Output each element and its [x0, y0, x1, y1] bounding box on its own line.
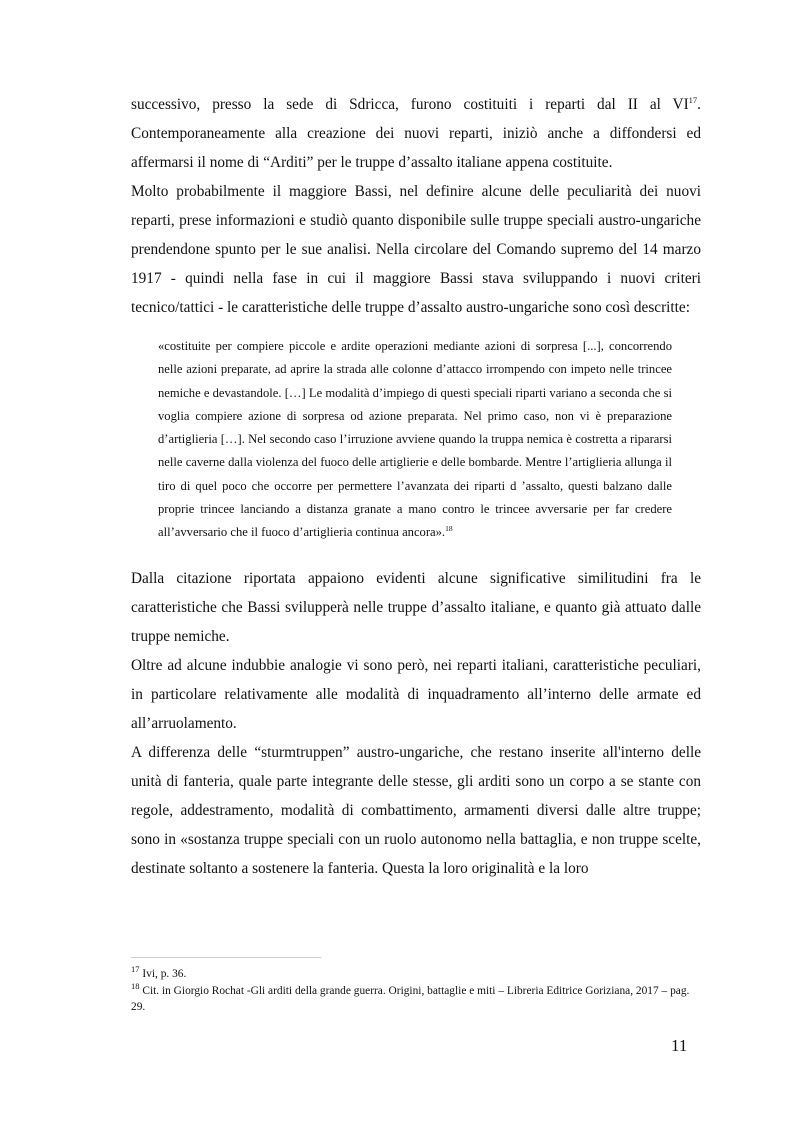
footnotes — [131, 966, 701, 1016]
footnote-ref-17[interactable]: 17 — [688, 94, 698, 105]
paragraph-4: Oltre ad alcune indubbie analogie vi sono però, nei reparti italiani, caratteristiche peculiari, in particolare relativamente alle modalità di inquadramento all’interno delle armate ed all’arruolamento. — [131, 656, 701, 732]
block-quote-text: «costituite per compiere piccole e ardite operazioni mediante azioni di sorpresa [...], concorrendo nelle azioni preparate, ad aprire la strada alle colonne d’attacco irrompendo con impeto nelle trincee nemiche e devastandole. […] Le modalità d’impiego di questi speciali riparti variano a seconda che si voglia compiere azione di sorpresa od azione preparata. Nel primo caso, non vi è preparazione d’artiglieria […]. Nel secondo caso l’irruzione avviene quando la truppa nemica è costretta a ripararsi nelle caverne dalla violenza del fuoco delle artiglierie e delle bombarde. Mentre l’artiglieria allunga il tiro di quel poco che occorre per permettere l’avanzata dei riparti d ’assalto, questi balzano dalle proprie trincee lanciando a distanza granate a mano contro le trincee avversarie per far credere all’avversario che il fuoco d’artiglieria continua ancora». — [158, 339, 672, 540]
footnote-ref-18[interactable]: 18 — [445, 524, 453, 534]
paragraph-3: Dalla citazione riportata appaiono evidenti alcune significative similitudini fra le caratteristiche che Bassi svilupperà nelle truppe d’assalto italiane, e quanto già attuato dalle truppe nemiche. — [131, 569, 701, 645]
page-number: 11 — [671, 1036, 688, 1055]
footnote-number: 18 — [131, 980, 140, 991]
paragraph-1 — [131, 90, 701, 177]
block-quote — [158, 335, 672, 545]
paragraph-1-text: successivo, presso la sede di Sdricca, furono costituiti i reparti dal II al VI — [131, 96, 689, 113]
body-text — [131, 90, 701, 883]
footnote-18 — [131, 980, 701, 1016]
footnote-number: 17 — [131, 964, 140, 975]
footnote-text: Cit. in Giorgio Rochat -Gli arditi della grande guerra. Origini, battaglie e miti – Libreria Editrice Goriziana, 2017 – pag. 29. — [131, 984, 690, 1013]
footnote-17 — [131, 966, 701, 983]
paragraph-5: A differenza delle “sturmtruppen” austro-ungariche, che restano inserite all'interno delle unità di fanteria, quale parte integrante delle stesse, gli arditi sono un corpo a se stante con regole, addestramento, modalità di combattimento, armamenti diversi dalle altre truppe; sono in «sostanza truppe speciali con un ruolo autonomo nella battaglia, e non truppe scelte, destinate soltanto a sostenere la fanteria. Questa la loro originalità e la loro — [131, 743, 701, 877]
paragraph-2: Molto probabilmente il maggiore Bassi, nel definire alcune delle peculiarità dei nuovi reparti, prese informazioni e studiò quanto disponibile sulle truppe speciali austro-ungariche prendendone spunto per le sue analisi. Nella circolare del Comando supremo del 14 marzo 1917 - quindi nella fase in cui il maggiore Bassi stava sviluppando i nuovi criteri tecnico/tattici - le caratteristiche delle truppe d’assalto austro-ungariche sono così descritte: — [131, 183, 701, 316]
footnote-separator — [131, 957, 321, 958]
paragraph-1-tail: . Contemporaneamente alla creazione dei nuovi reparti, iniziò anche a diffondersi ed affermarsi il nome di “Arditi” per le truppe d’assalto italiane appena costituite. — [131, 96, 701, 171]
footnote-text: Ivi, p. 36. — [139, 968, 187, 980]
